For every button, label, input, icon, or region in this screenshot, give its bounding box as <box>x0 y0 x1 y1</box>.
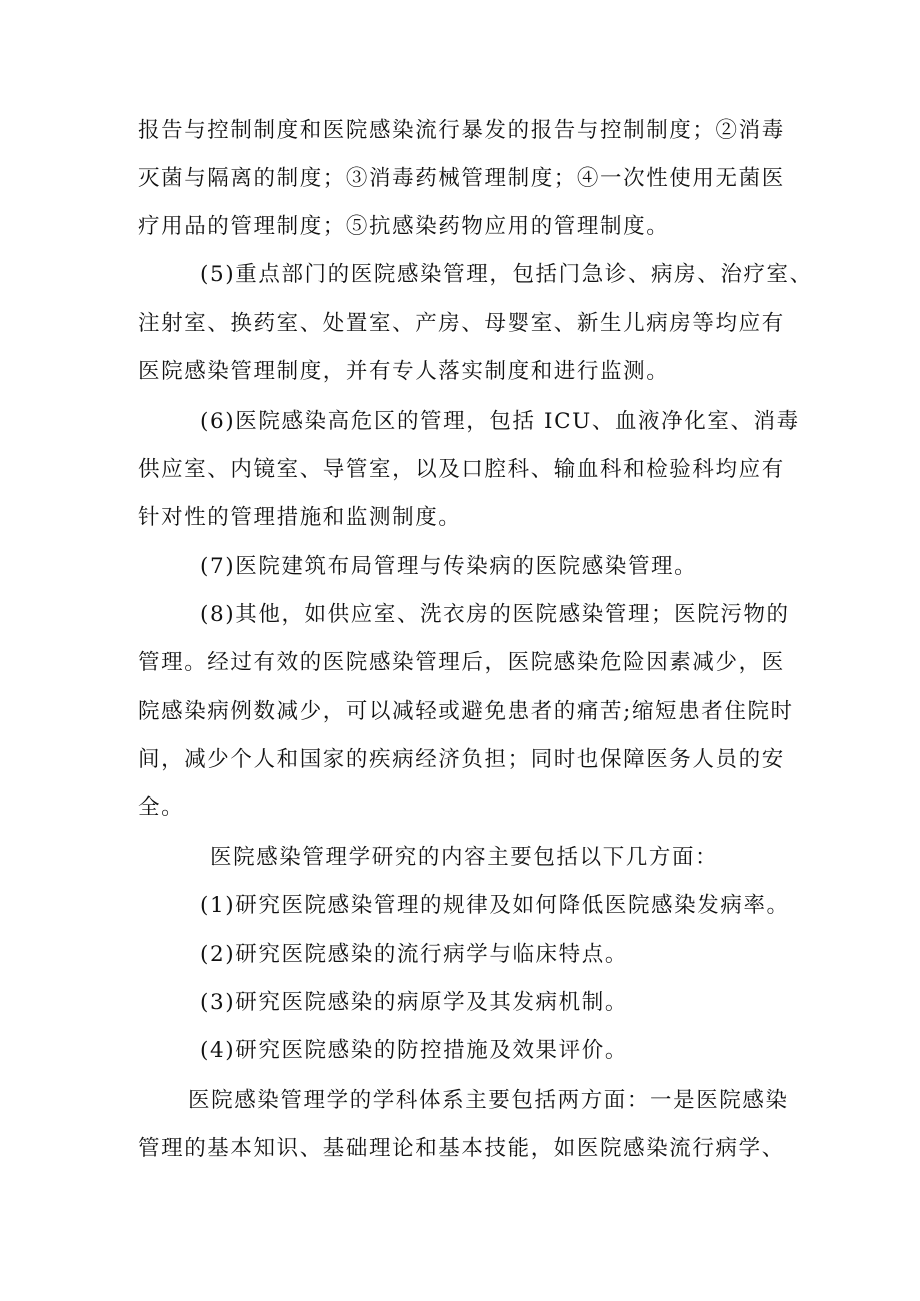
text-line: 医院感染管理学的学科体系主要包括两方面：一是医院感染 <box>188 1088 789 1113</box>
text-line: 报告与控制制度和医院感染流行暴发的报告与控制制度；②消毒 <box>138 118 785 143</box>
text-line: 医院感染管理学研究的内容主要包括以下几方面： <box>210 845 719 870</box>
text-line: 医院感染管理制度，并有专人落实制度和进行监测。 <box>138 359 670 384</box>
text-line: (5)重点部门的医院感染管理，包括门急诊、病房、治疗室、 <box>200 262 813 287</box>
text-line: (6)医院感染高危区的管理，包括 ICU、血液净化室、消毒 <box>200 409 800 434</box>
text-line: 院感染病例数减少，可以减轻或避免患者的痛苦;缩短患者住院时 <box>138 699 794 724</box>
text-line: 全。 <box>138 795 185 820</box>
text-line: 管理。经过有效的医院感染管理后，医院感染危险因素减少，医 <box>138 650 785 675</box>
text-line: (1)研究医院感染管理的规律及如何降低医院感染发病率。 <box>200 893 790 918</box>
text-line: (2)研究医院感染的流行病学与临床特点。 <box>200 942 628 967</box>
text-line: (7)医院建筑布局管理与传染病的医院感染管理。 <box>200 554 698 579</box>
text-line: (3)研究医院感染的病原学及其发病机制。 <box>200 990 628 1015</box>
text-line: (8)其他，如供应室、洗衣房的医院感染管理；医院污物的 <box>200 602 790 627</box>
text-line: 针对性的管理措施和监测制度。 <box>138 505 462 530</box>
text-line: 疗用品的管理制度；⑤抗感染药物应用的管理制度。 <box>138 214 670 239</box>
text-line: 灭菌与隔离的制度；③消毒药械管理制度；④一次性使用无菌医 <box>138 166 785 191</box>
text-line: 间，减少个人和国家的疾病经济负担；同时也保障医务人员的安 <box>138 747 785 772</box>
text-line: 供应室、内镜室、导管室，以及口腔科、输血科和检验科均应有 <box>138 457 785 482</box>
text-line: (4)研究医院感染的防控措施及效果评价。 <box>200 1038 628 1063</box>
text-line: 注射室、换药室、处置室、产房、母婴室、新生儿病房等均应有 <box>138 311 785 336</box>
text-line: 管理的基本知识、基础理论和基本技能，如医院感染流行病学、 <box>138 1136 785 1161</box>
